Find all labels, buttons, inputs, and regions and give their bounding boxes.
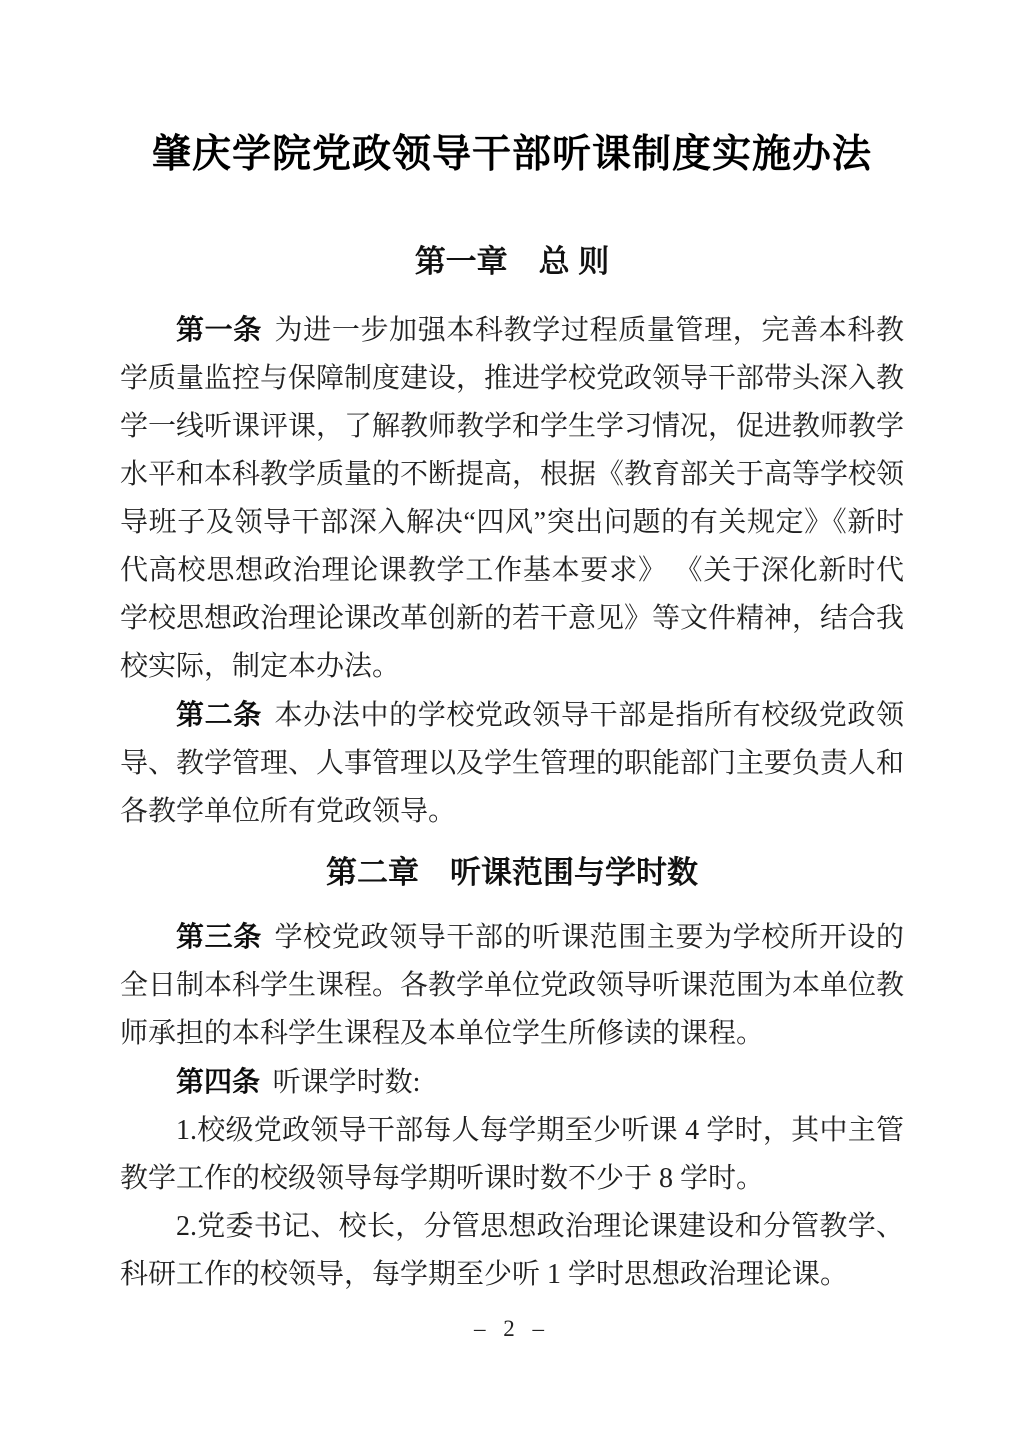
- article-4-label: 第四条: [176, 1066, 261, 1097]
- page-number: – 2 –: [474, 1316, 550, 1341]
- article-1-paragraph: [120, 306, 904, 691]
- article-3-text: 学校党政领导干部的听课范围主要为学校所开设的全日制本科学生课程。各教学单位党政领导听课范围为本单位教师承担的本科学生课程及本单位学生所修读的课程。: [120, 922, 905, 1049]
- article-4-text: 听课学时数:: [272, 1067, 421, 1098]
- chapter-1-heading: 第一章 总 则: [414, 244, 610, 279]
- document-body: [120, 238, 904, 1299]
- article-2-text: 本办法中的学校党政领导干部是指所有校级党政领导、教学管理、人事管理以及学生管理的职能部门主要负责人和各教学单位所有党政领导。: [120, 700, 905, 827]
- article-1-label: 第一条: [176, 314, 262, 345]
- article-2-label: 第二条: [176, 699, 262, 730]
- document-title: 肇庆学院党政领导干部听课制度实施办法: [151, 133, 872, 176]
- article-3-paragraph: [120, 913, 904, 1058]
- article-4-paragraph: [120, 1058, 904, 1107]
- list-item-2: 2.党委书记、校长，分管思想政治理论课建设和分管教学、科研工作的校领导，每学期至少听 1 学时思想政治理论课。: [120, 1211, 904, 1290]
- list-item-1: 1.校级党政领导干部每人每学期至少听课 4 学时，其中主管教学工作的校级领导每学期听课时数不少于 8 学时。: [120, 1115, 904, 1194]
- article-2-paragraph: [120, 691, 904, 836]
- article-3-label: 第三条: [176, 921, 262, 952]
- article-1-text: 为进一步加强本科教学过程质量管理，完善本科教学质量监控与保障制度建设，推进学校党政领导干部带头深入教学一线听课评课，了解教师教学和学生学习情况，促进教师教学水平和本科教学质量的不断提高，根据《教育部关于高等学校领导班子及领导干部深入解决“四风”突出问题的有关规定》《新时代高校思想政治理论课教学工作基本要求》 《关于深化新时代学校思想政治理论课改革创新的若干意见》等文件精神，结合我校实际，制定本办法。: [120, 315, 905, 682]
- chapter-2-heading: 第二章 听课范围与学时数: [326, 855, 698, 890]
